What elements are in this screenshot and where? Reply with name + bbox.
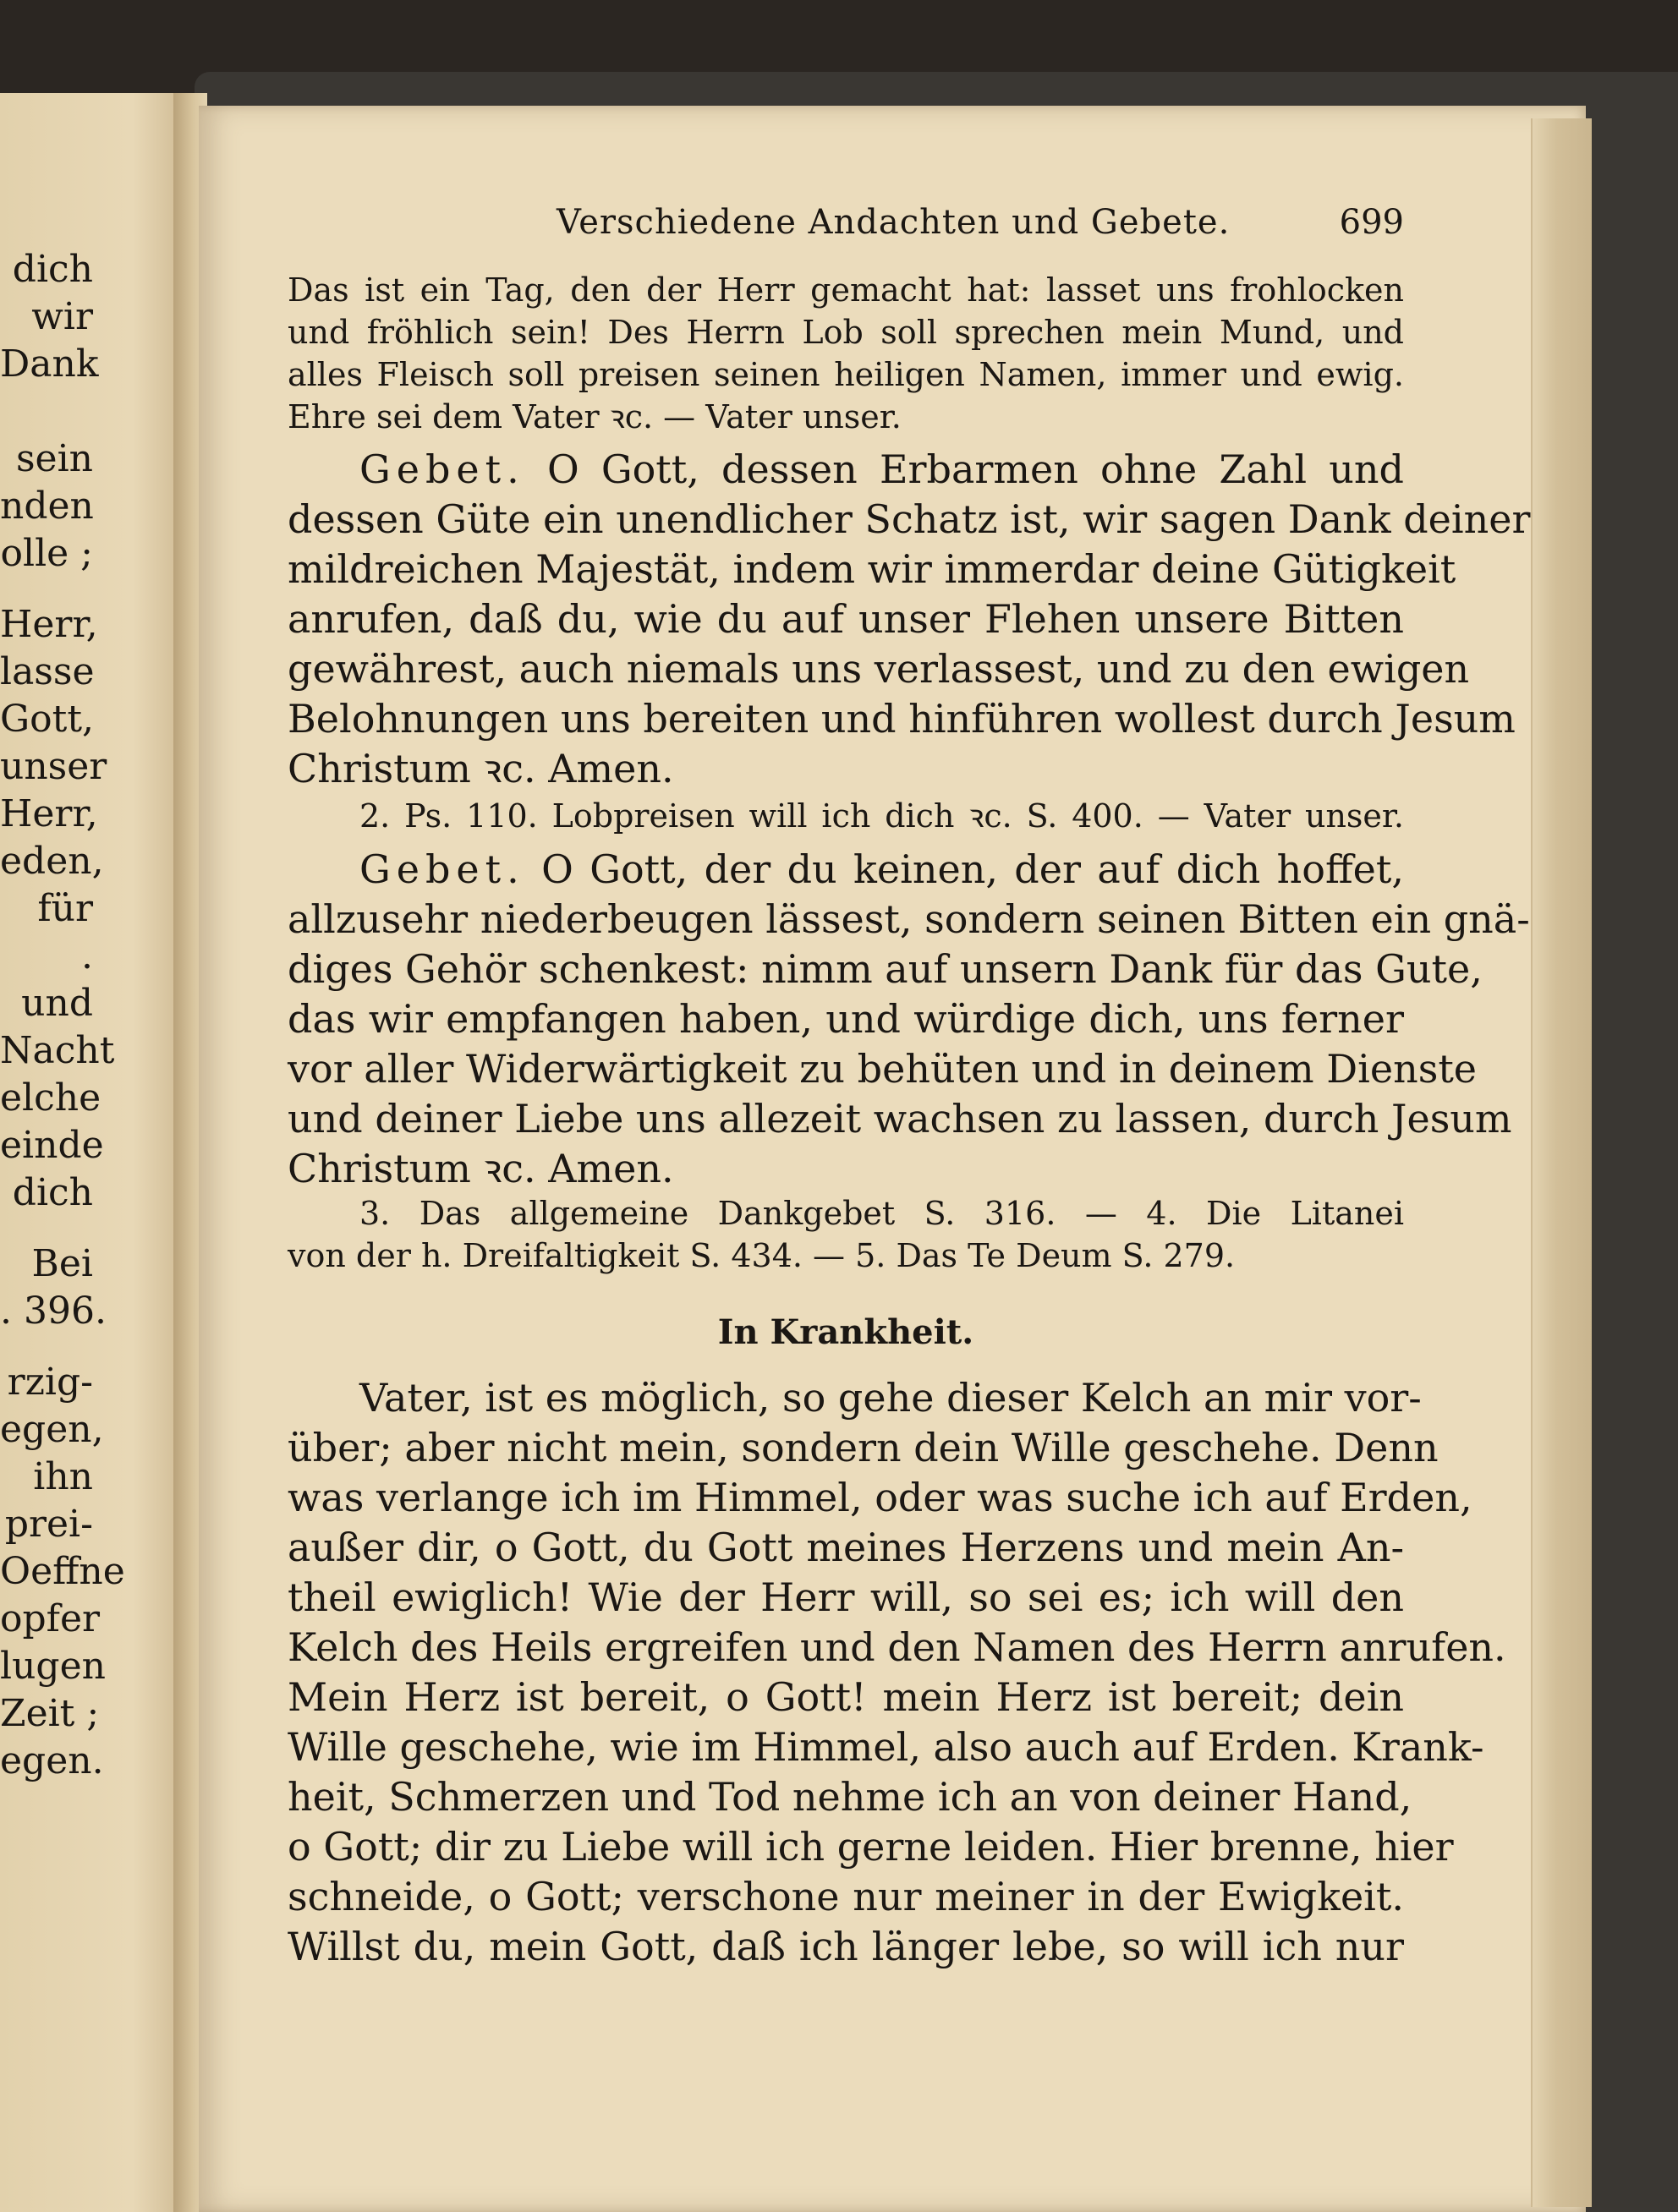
page-number: 699 (1339, 203, 1404, 242)
prayer-label: Gebet. (359, 446, 525, 492)
text-line (288, 446, 1404, 496)
text-line: das wir empfangen haben, und würdige dich, uns ferner (288, 996, 1404, 1042)
text-line: 3. Das allgemeine Dankgebet S. 316. — 4. Die Litanei (359, 1195, 1404, 1232)
prayer-line: O Gott, der du keinen, der auf dich hoffet, (541, 846, 1404, 892)
text-line: Willst du, mein Gott, daß ich länger lebe, so will ich nur (288, 1924, 1404, 1969)
text-line: dessen Güte ein unendlicher Schatz ist, wir sagen Dank deiner (288, 496, 1531, 542)
left-fragment-line: rzig- (7, 1361, 93, 1404)
prayer-line: O Gott, dessen Erbarmen ohne Zahl und (546, 446, 1404, 492)
text-line: Mein Herz ist bereit, o Gott! mein Herz ist bereit; dein (288, 1674, 1404, 1720)
left-fragment-line: Dank (0, 342, 99, 386)
left-fragment-line: Zeit ; (0, 1692, 100, 1735)
left-fragment-line: einde (0, 1124, 104, 1167)
left-fragment-line (0, 411, 93, 435)
prayer-1 (288, 446, 1531, 795)
page-header (288, 203, 1404, 254)
page-edges (1531, 118, 1592, 2207)
text-line: 2. Ps. 110. Lobpreisen will ich dich ꝛc. S. 400. — Vater unser. (359, 797, 1404, 835)
left-fragment-line: lugen (0, 1645, 106, 1688)
left-fragment-line: für (37, 887, 93, 930)
text-line: über; aber nicht mein, sondern dein Wille geschehe. Denn (288, 1425, 1439, 1470)
left-fragment-line: eden, (0, 840, 104, 883)
left-fragment-line: dich (12, 248, 93, 291)
left-fragment-line: egen, (0, 1408, 104, 1451)
left-fragment-line: . (81, 934, 93, 977)
left-fragment-line: egen. (0, 1739, 104, 1782)
left-fragment-line: Herr, (0, 603, 98, 646)
section-body (288, 1374, 1506, 1973)
text-line: und fröhlich sein! Des Herrn Lob soll sprechen mein Mund, und (288, 314, 1404, 351)
text-line: und deiner Liebe uns allezeit wachsen zu lassen, durch Jesum (288, 1096, 1512, 1142)
text-line (288, 846, 1404, 895)
reference-2 (288, 1192, 1404, 1277)
text-line: theil ewiglich! Wie der Herr will, so sei es; ich will den (288, 1574, 1404, 1620)
text-line: vor aller Widerwärtigkeit zu behüten und in deinem Dienste (288, 1046, 1478, 1092)
prayer-label: Gebet. (359, 846, 525, 892)
text-line: von der h. Dreifaltigkeit S. 434. — 5. Das Te Deum S. 279. (288, 1237, 1236, 1274)
intro-paragraph (288, 269, 1404, 438)
left-page-text-fragment (0, 245, 125, 1784)
reference-1 (288, 795, 1404, 837)
left-fragment-line: unser (0, 745, 107, 788)
left-fragment-line: elche (0, 1076, 101, 1120)
text-line: Christum ꝛc. Amen. (288, 746, 674, 791)
left-fragment-line: nden (0, 485, 94, 528)
text-line: außer dir, o Gott, du Gott meines Herzens und mein An- (288, 1525, 1404, 1570)
text-line: anrufen, daß du, wie du auf unser Flehen unsere Bitten (288, 596, 1404, 642)
left-fragment-line: prei- (4, 1503, 93, 1546)
left-fragment-line: . 396. (0, 1289, 107, 1333)
text-line: Kelch des Heils ergreifen und den Namen des Herrn anrufen. (288, 1624, 1506, 1670)
prayer-2 (288, 846, 1530, 1195)
left-fragment-line: lasse (0, 650, 95, 693)
running-title: Verschiedene Andachten und Gebete. (557, 203, 1231, 242)
text-line: gewährest, auch niemals uns verlassest, und zu den ewigen (288, 646, 1470, 692)
left-fragment-line (0, 1216, 93, 1240)
left-fragment-line: wir (31, 295, 93, 338)
text-line: mildreichen Majestät, indem wir immerdar deine Gütigkeit (288, 546, 1456, 592)
left-fragment-line: und (21, 982, 93, 1025)
left-fragment-line (0, 387, 93, 411)
left-fragment-line (0, 1334, 93, 1358)
text-line: alles Fleisch soll preisen seinen heiligen Namen, immer und ewig. (288, 356, 1404, 393)
left-fragment-line (0, 577, 93, 600)
left-fragment-line: Gott, (0, 698, 94, 741)
section-heading: In Krankheit. (717, 1312, 974, 1352)
left-fragment-line: ihn (33, 1455, 93, 1498)
left-fragment-line: Nacht (0, 1029, 115, 1072)
left-fragment-line: Bei (31, 1242, 93, 1285)
left-fragment-line: Oeffne (0, 1550, 125, 1593)
text-line: diges Gehör schenkest: nimm auf unsern Dank für das Gute, (288, 946, 1483, 992)
text-line: heit, Schmerzen und Tod nehme ich an von deiner Hand, (288, 1774, 1412, 1820)
text-line: Christum ꝛc. Amen. (288, 1146, 674, 1191)
left-fragment-line: olle ; (0, 532, 93, 575)
text-line: was verlange ich im Himmel, oder was suche ich auf Erden, (288, 1475, 1472, 1520)
text-line: Ehre sei dem Vater ꝛc. — Vater unser. (288, 398, 902, 435)
text-line: Belohnungen uns bereiten und hinführen wollest durch Jesum (288, 696, 1516, 742)
text-line: Wille geschehe, wie im Himmel, also auch auf Erden. Krank- (288, 1724, 1484, 1770)
text-line: schneide, o Gott; verschone nur meiner in der Ewigkeit. (288, 1874, 1404, 1919)
left-fragment-line: sein (15, 437, 93, 480)
text-line: o Gott; dir zu Liebe will ich gerne leiden. Hier brenne, hier (288, 1824, 1454, 1870)
left-fragment-line: dich (12, 1171, 93, 1214)
text-line: Vater, ist es möglich, so gehe dieser Kelch an mir vor- (359, 1375, 1422, 1421)
left-fragment-line: opfer (0, 1597, 101, 1640)
text-line: allzusehr niederbeugen lässest, sondern seinen Bitten ein gnä- (288, 896, 1530, 942)
text-line: Das ist ein Tag, den der Herr gemacht hat: lasset uns frohlocken (288, 271, 1404, 309)
left-fragment-line: Herr, (0, 792, 98, 835)
